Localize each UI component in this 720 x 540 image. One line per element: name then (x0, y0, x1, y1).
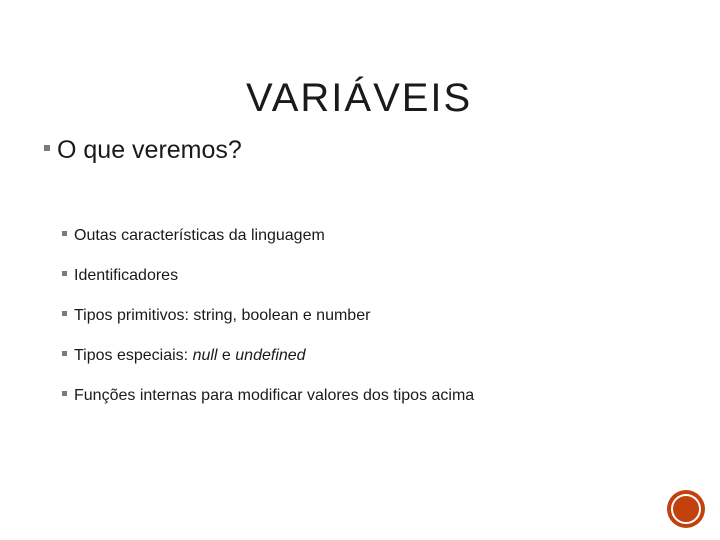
list-item (62, 382, 474, 422)
list-item-text: Outas características da linguagem (74, 227, 325, 244)
list-item-text: e (217, 347, 236, 364)
main-bullet-text: O que veremos? (57, 136, 242, 164)
square-bullet-icon (44, 145, 50, 151)
main-bullet (44, 135, 242, 165)
sub-bullet-list (62, 222, 474, 422)
list-item (62, 262, 474, 302)
core (675, 498, 697, 520)
square-bullet-icon (62, 351, 67, 356)
list-item-text: Funções internas para modificar valores dos tipos acima (74, 387, 475, 404)
list-item (62, 222, 474, 262)
list-item-text: Identificadores (74, 267, 179, 284)
square-bullet-icon (62, 271, 67, 276)
list-item-text: Tipos especiais: (74, 347, 193, 364)
slide-title: VARIÁVEIS (246, 76, 473, 120)
circle-button-icon[interactable] (667, 490, 705, 528)
square-bullet-icon (62, 391, 67, 396)
list-item-text: Tipos primitivos: string, boolean e number (74, 307, 371, 324)
list-item (62, 302, 474, 342)
square-bullet-icon (62, 231, 67, 236)
list-item-italic-text: null (192, 347, 218, 364)
list-item (62, 342, 474, 382)
square-bullet-icon (62, 311, 67, 316)
list-item-italic-text: undefined (235, 347, 306, 364)
